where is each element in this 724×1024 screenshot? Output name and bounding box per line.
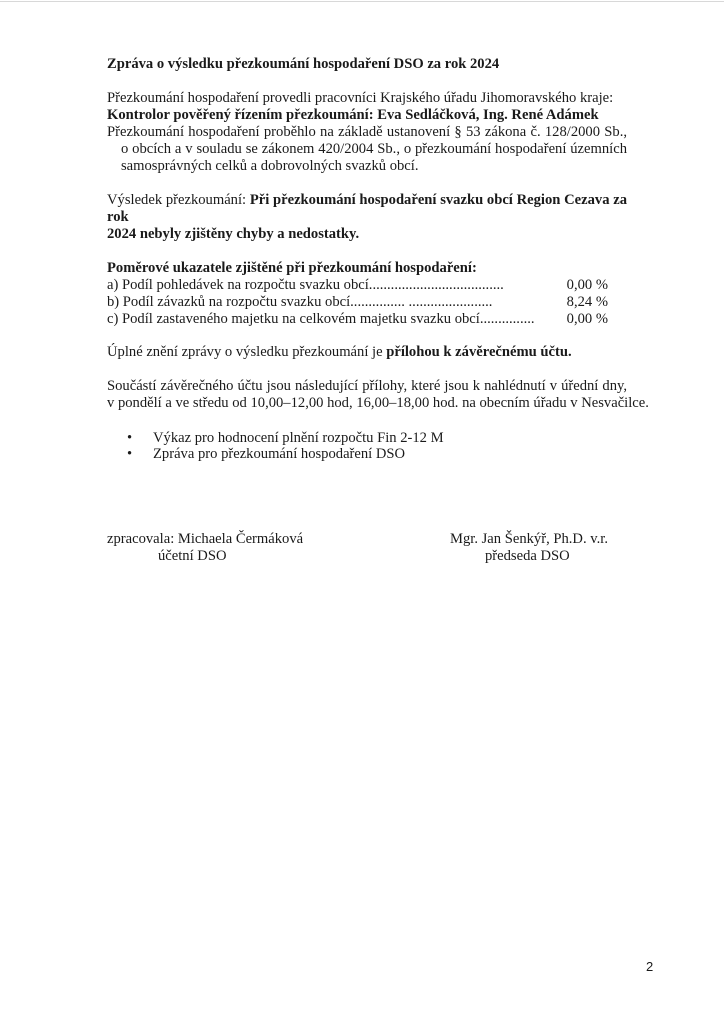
controllers-line: Kontrolor pověřený řízením přezkoumání: Eva Sedláčková, Ing. René Adámek: [107, 107, 599, 123]
appendix-line: [107, 344, 627, 361]
indicator-label: b) Podíl závazků na rozpočtu svazku obcí............... .......................: [107, 294, 493, 310]
indicator-value: 0,00 %: [566, 277, 608, 293]
intro-line-3: Přezkoumání hospodaření proběhlo na základě ustanovení § 53 zákona č. 128/2000 Sb.,: [107, 124, 627, 140]
signature-right-role: předseda DSO: [485, 548, 570, 564]
indicator-row-c: [107, 311, 627, 328]
appendix-bold: přílohou k závěrečnému účtu: [386, 344, 568, 360]
signature-left-role: účetní DSO: [158, 548, 227, 564]
attachment-item: [127, 446, 405, 463]
attachment-item: [127, 430, 444, 447]
document-title: Zpráva o výsledku přezkoumání hospodaření DSO za rok 2024: [107, 56, 500, 72]
page-top-edge: [0, 1, 724, 2]
appendix-paragraph: [107, 344, 627, 361]
result-line-1: [107, 192, 627, 226]
indicator-value: 8,24 %: [566, 294, 608, 310]
result-text-1: Při přezkoumání hospodaření svazku obcí Region Cezava za rok: [107, 192, 627, 225]
appendix-suffix: .: [567, 344, 572, 360]
attachment-item-text: Zpráva pro přezkoumání hospodaření DSO: [153, 446, 406, 462]
indicators-section: [107, 260, 627, 328]
signature-left-name: zpracovala: Michaela Čermáková: [107, 531, 304, 547]
bullet-icon: •: [127, 430, 133, 446]
intro-line-4: o obcích a v souladu se zákonem 420/2004 Sb., o přezkoumání hospodaření územních: [121, 141, 627, 157]
result-paragraph: [107, 192, 627, 243]
indicators-heading: Poměrové ukazatele zjištěné při přezkoumání hospodaření:: [107, 260, 477, 276]
page-number: 2: [646, 959, 654, 974]
indicator-row-a: [107, 277, 627, 294]
indicator-label: c) Podíl zastaveného majetku na celkovém majetku svazku obcí...............: [107, 311, 535, 327]
bullet-icon: •: [127, 446, 133, 462]
intro-line-1: Přezkoumání hospodaření provedli pracovníci Krajského úřadu Jihomoravského kraje:: [107, 90, 614, 106]
intro-paragraph: [107, 90, 627, 175]
signature-right-name: Mgr. Jan Šenkýř, Ph.D. v.r.: [450, 531, 608, 547]
indicator-row-b: [107, 294, 627, 311]
appendix-prefix: Úplné znění zprávy o výsledku přezkoumání je: [107, 344, 387, 360]
attachments-line-1: Součástí závěrečného účtu jsou následující přílohy, které jsou k nahlédnutí v úřední dny,: [107, 378, 627, 394]
attachments-paragraph: [107, 378, 649, 412]
indicator-value: 0,00 %: [566, 311, 608, 327]
result-text-2: 2024 nebyly zjištěny chyby a nedostatky.: [107, 226, 360, 242]
indicator-label: a) Podíl pohledávek na rozpočtu svazku obcí.....................................: [107, 277, 504, 293]
attachment-item-text: Výkaz pro hodnocení plnění rozpočtu Fin 2-12 M: [153, 430, 444, 446]
intro-line-5: samosprávných celků a dobrovolných svazků obcí.: [121, 158, 419, 174]
result-label: Výsledek přezkoumání:: [107, 192, 247, 208]
attachments-line-2: v pondělí a ve středu od 10,00–12,00 hod, 16,00–18,00 hod. na obecním úřadu v Nesvačilce.: [107, 395, 649, 411]
